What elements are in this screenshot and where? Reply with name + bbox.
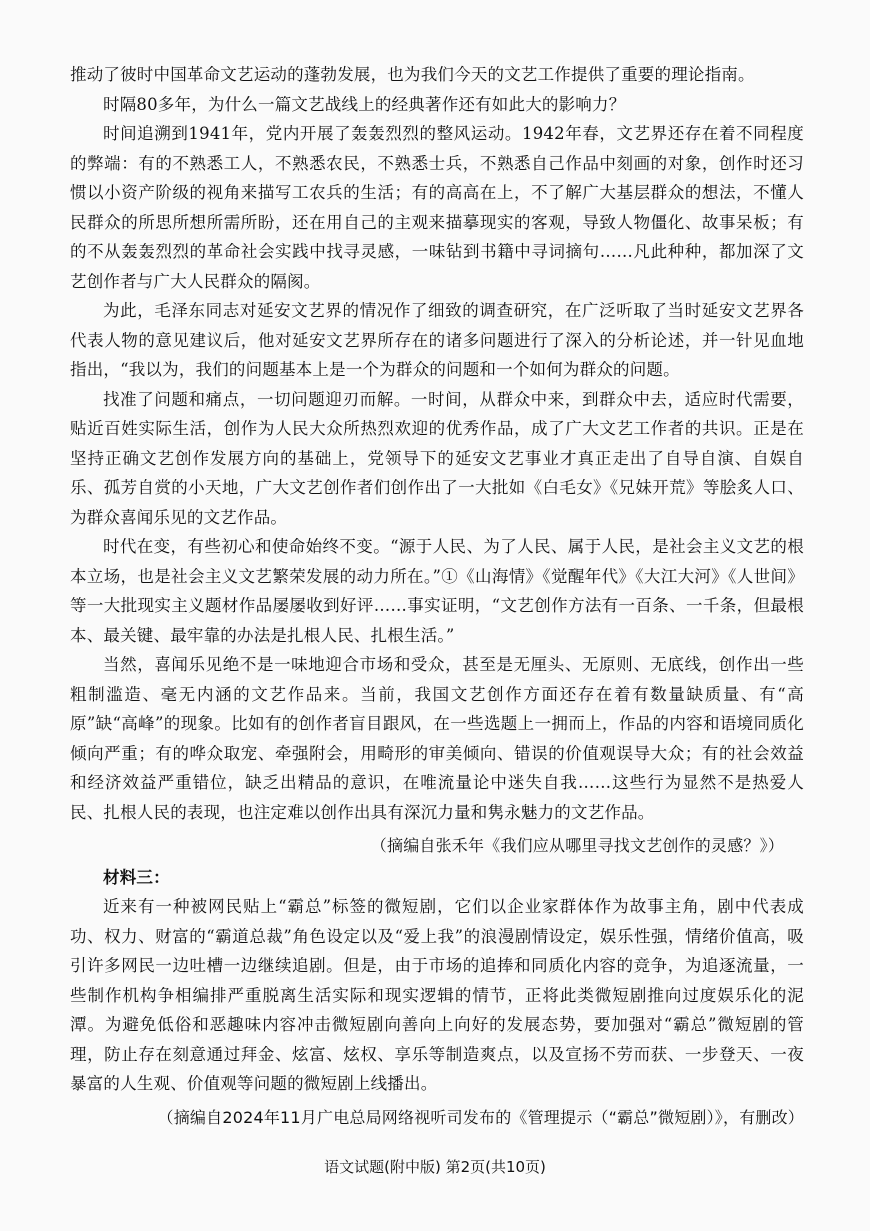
paragraph-continued: 推动了彼时中国革命文艺运动的蓬勃发展，也为我们今天的文艺工作提供了重要的理论指南。	[70, 65, 755, 84]
paragraph-solution: 找准了问题和痛点，一切问题迎刃而解。一时间，从群众中来，到群众中去，适应时代需要，贴近百姓实际生活，创作为人民大众所热烈欢迎的优秀作品，成了广大文艺工作者的共识。正是在坚持正确文艺创作发展方向的基础上，党领导下的延安文艺事业才真正走出了自导自演、自娱自乐、孤芳自赏的小天地，广大文艺创作者们创作出了一大批如《白毛女》《兄妹开荒》等脍炙人口、为群众喜闻乐见的文艺作品。	[70, 389, 804, 527]
paragraph-research: 为此，毛泽东同志对延安文艺界的情况作了细致的调查研究，在广泛听取了当时延安文艺界各代表人物的意见建议后，他对延安文艺界所存在的诸多问题进行了深入的分析论述，并一针见血地指出，“我以为，我们的问题基本上是一个为群众的问题和一个如何为群众的问题。	[70, 301, 804, 379]
source-citation-material-3: （摘编自2024年11月广电总局网络视听司发布的《管理提示（“霸总”微短剧）》，有删改）	[157, 1107, 804, 1127]
material-3-heading: 材料三：	[103, 867, 170, 887]
paragraph-question: 时隔80多年，为什么一篇文艺战线上的经典著作还有如此大的影响力？	[103, 94, 626, 114]
source-citation-material-2: （摘编自张禾年《我们应从哪里寻找文艺创作的灵感？》）	[370, 836, 784, 855]
material-3-text: 近来有一种被网民贴上“霸总”标签的微短剧，它们以企业家群体作为故事主角，剧中代表成功、权力、财富的“霸道总裁”角色设定以及“爱上我”的浪漫剧情设定，娱乐性强，情绪价值高，吸引许多网民一边吐槽一边继续追剧。但是，由于市场的追捧和同质化内容的竞争，为追逐流量，一些制作机构争相编排严重脱离生活实际和现实逻辑的情节，正将此类微短剧推向过度娱乐化的泥潭。为避免低俗和恶趣味内容冲击微短剧向善向上向好的发展态势，要加强对“霸总”微短剧的管理，防止存在刻意通过拜金、炫富、炫权、享乐等制造爽点，以及宣扬不劳而获、一步登天、一夜暴富的人生观、价值观等问题的微短剧上线播出。	[70, 897, 804, 1093]
paragraph-times: 时代在变，有些初心和使命始终不变。“源于人民、为了人民、属于人民，是社会主义文艺的根本立场，也是社会主义文艺繁荣发展的动力所在。”①《山海情》《觉醒年代》《大江大河》《人世间》等一大批现实主义题材作品屡屡收到好评……事实证明，“文艺创作方法有一百条、一千条，但最根本、最关键、最牢靠的办法是扎根人民、扎根生活。”	[70, 537, 804, 645]
paragraph-history: 时间追溯到1941年，党内开展了轰轰烈烈的整风运动。1942年春，文艺界还存在着不同程度的弊端：有的不熟悉工人，不熟悉农民，不熟悉士兵，不熟悉自己作品中刻画的对象，创作时还习惯以小资产阶级的视角来描写工农兵的生活；有的高高在上，不了解广大基层群众的想法，不懂人民群众的所思所想所需所盼，还在用自己的主观来描摹现实的客观，导致人物僵化、故事呆板；有的不从轰轰烈烈的革命社会实践中找寻灵感，一味钻到书籍中寻词摘句……凡此种种，都加深了文艺创作者与广大人民群众的隔阂。	[70, 124, 804, 291]
page-footer: 语文试题(附中版) 第2页(共10页)	[324, 1158, 546, 1176]
paragraph-caution: 当然，喜闻乐见绝不是一味地迎合市场和受众，甚至是无厘头、无原则、无底线，创作出一些粗制滥造、毫无内涵的文艺作品来。当前，我国文艺创作方面还存在着有数量缺质量、有“高原”缺“高峰”的现象。比如有的创作者盲目跟风，在一些选题上一拥而上，作品的内容和语境同质化倾向严重；有的哗众取宠、牵强附会，用畸形的审美倾向、错误的价值观误导大众；有的社会效益和经济效益严重错位，缺乏出精品的意识，在唯流量论中迷失自我……这些行为显然不是热爱人民、扎根人民的表现，也注定难以创作出具有深沉力量和隽永魅力的文艺作品。	[70, 655, 804, 822]
exam-page	[70, 60, 804, 1180]
